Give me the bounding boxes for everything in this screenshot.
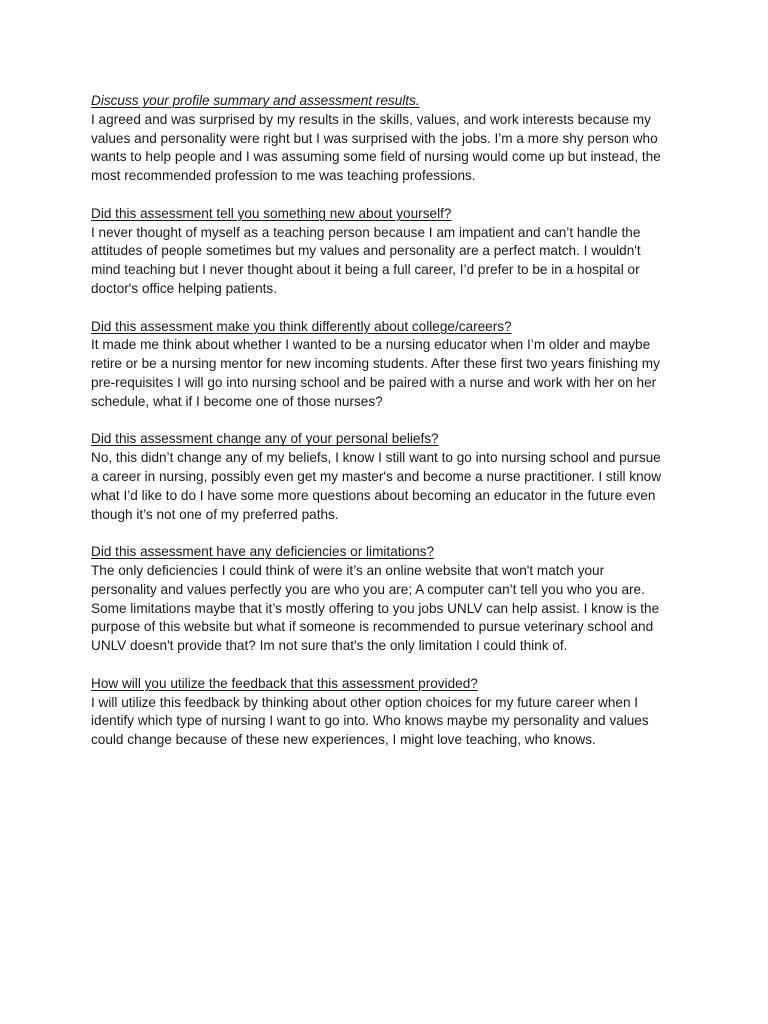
- question-heading: Did this assessment make you think differently about college/careers?: [91, 318, 512, 334]
- section-utilize-feedback: [91, 675, 681, 750]
- section-college-careers: [91, 318, 681, 412]
- answer-paragraph: It made me think about whether I wanted to be a nursing educator when I’m older and maybe retire or be a nursing mentor for new incoming students. After these first two years finishing my pre-requisites I will go into nursing school and be paired with a nurse and work with her on her schedule, what if I become one of those nurses?: [91, 337, 660, 409]
- answer-paragraph: The only deficiencies I could think of were it’s an online website that won't match your personality and values perfectly you are who you are; A computer can’t tell you who you are. Some limitations maybe that it’s mostly offering to you jobs UNLV can help assist. I know is the purpose of this website but what if someone is recommended to pursue veterinary school and UNLV doesn't provide that? Im not sure that's the only limitation I could think of.: [91, 562, 660, 654]
- question-heading: Discuss your profile summary and assessment results.: [91, 93, 420, 108]
- answer-paragraph: I will utilize this feedback by thinking about other option choices for my future career when I identify which type of nursing I want to go into. Who knows maybe my personality and values could change because of these new experiences, I might love teaching, who knows.: [91, 694, 649, 748]
- answer-paragraph: No, this didn’t change any of my beliefs, I know I still want to go into nursing school and pursue a career in nursing, possibly even get my master's and become a nurse practitioner. I still know what I’d like to do I have some more questions about becoming an educator in the future even though it’s not one of my preferred paths.: [91, 450, 662, 522]
- document-body: [91, 92, 681, 769]
- answer-paragraph: I never thought of myself as a teaching person because I am impatient and can’t handle the attitudes of people sometimes but my values and personality are a perfect match. I wouldn't mind teaching but I never thought about it being a full career, I’d prefer to be in a hospital or doctor's office helping patients.: [91, 224, 641, 296]
- question-heading: Did this assessment have any deficiencies or limitations?: [91, 544, 435, 560]
- section-deficiencies: [91, 543, 681, 656]
- answer-paragraph: I agreed and was surprised by my results in the skills, values, and work interests because my values and personality were right but I was surprised with the jobs. I’m a more shy person who wants to help people and I was assuming some field of nursing would come up but instead, the most recommended profession to me was teaching professions.: [91, 111, 661, 184]
- section-something-new: [91, 205, 681, 299]
- question-heading: Did this assessment change any of your personal beliefs?: [91, 431, 439, 447]
- section-personal-beliefs: [91, 430, 681, 524]
- question-heading: Did this assessment tell you something new about yourself?: [91, 205, 452, 221]
- section-profile-summary: [91, 92, 681, 186]
- question-heading: How will you utilize the feedback that this assessment provided?: [91, 675, 478, 691]
